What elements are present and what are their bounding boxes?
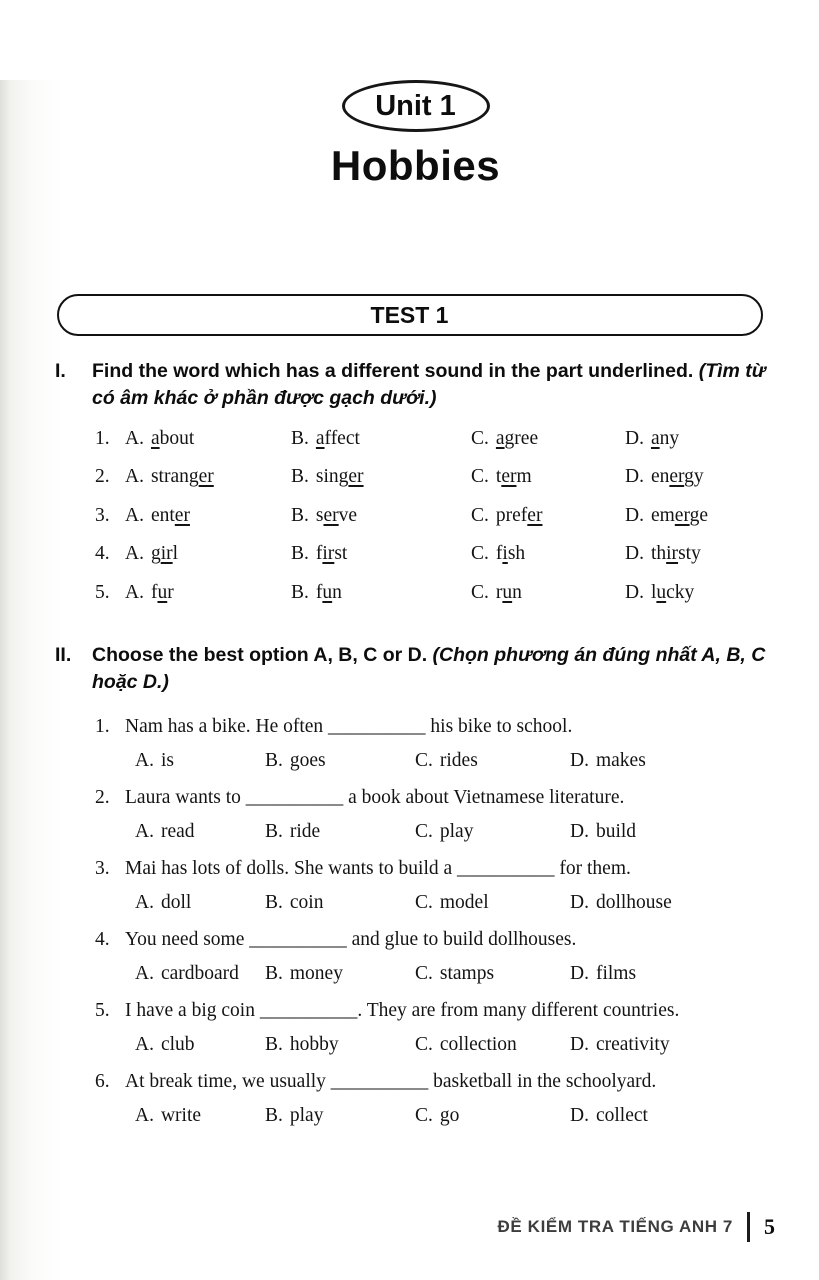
- option-label: C.: [471, 581, 489, 603]
- mc-question-block: [0, 710, 819, 778]
- option-word: lucky: [650, 581, 695, 603]
- question-text: At break time, we usually __________ basketball in the schoolyard.: [125, 1071, 657, 1093]
- sound-items: [95, 428, 819, 621]
- option-label: A.: [125, 427, 144, 449]
- option-word: rides: [439, 750, 478, 772]
- option-word: emerge: [650, 504, 708, 526]
- option-word: build: [595, 821, 637, 843]
- answer-option: [570, 1099, 819, 1133]
- sound-question-row: [95, 466, 819, 505]
- option-label: A.: [135, 750, 154, 772]
- option-label: A.: [125, 504, 144, 526]
- option-word: energy: [650, 466, 704, 488]
- option-label: C.: [471, 504, 489, 526]
- page-footer: [498, 1212, 775, 1242]
- option-label: D.: [570, 1034, 589, 1056]
- option-label: D.: [625, 581, 644, 603]
- option-word: affect: [315, 427, 360, 449]
- option-word: any: [650, 427, 680, 449]
- answer-option: [135, 1099, 265, 1133]
- question-row: [95, 994, 819, 1028]
- answer-option: [135, 815, 265, 849]
- test-title: TEST 1: [370, 301, 449, 328]
- answer-option: [570, 815, 819, 849]
- answer-option: [265, 1028, 415, 1062]
- option-label: D.: [570, 963, 589, 985]
- answer-option: [415, 957, 570, 991]
- option-word: creativity: [595, 1034, 670, 1056]
- option-label: D.: [625, 504, 644, 526]
- option-word: prefer: [495, 504, 543, 526]
- option-label: C.: [471, 427, 489, 449]
- option-label: C.: [415, 1105, 433, 1127]
- mc-question-block: [0, 994, 819, 1062]
- underlined-letters: u: [502, 581, 513, 603]
- underlined-letters: ir: [666, 543, 679, 565]
- answer-option: [291, 582, 471, 604]
- options-row: [135, 1028, 819, 1062]
- option-word: serve: [315, 504, 358, 526]
- option-label: D.: [570, 1105, 589, 1127]
- question-text: Nam has a bike. He often __________ his bike to school.: [125, 716, 573, 738]
- answer-option: [291, 505, 471, 527]
- option-label: C.: [415, 892, 433, 914]
- mc-question-block: [0, 852, 819, 920]
- options-row: [135, 1099, 819, 1133]
- underlined-letters: ir: [322, 543, 335, 565]
- section-1-heading: [55, 358, 775, 412]
- item-number: 2.: [95, 466, 110, 488]
- question-row: [95, 852, 819, 886]
- answer-option: [415, 886, 570, 920]
- answer-option: [570, 886, 819, 920]
- option-label: C.: [471, 466, 489, 488]
- option-label: A.: [125, 581, 144, 603]
- option-label: D.: [625, 427, 644, 449]
- answer-option: [471, 582, 625, 604]
- option-word: model: [439, 892, 489, 914]
- options-row: [135, 886, 819, 920]
- options-row: [135, 957, 819, 991]
- mc-items: [0, 710, 819, 1133]
- question-row: [95, 1065, 819, 1099]
- option-label: D.: [625, 543, 644, 565]
- answer-option: [625, 582, 819, 604]
- workbook-page: [0, 80, 819, 1280]
- option-label: B.: [291, 427, 309, 449]
- section-2-numeral: II.: [55, 644, 72, 667]
- answer-option: [135, 744, 265, 778]
- answer-option: [265, 815, 415, 849]
- answer-option: [125, 582, 291, 604]
- option-word: thirsty: [650, 543, 701, 565]
- answer-option: [125, 543, 291, 565]
- option-label: A.: [135, 1105, 154, 1127]
- option-label: A.: [125, 466, 144, 488]
- answer-option: [125, 505, 291, 527]
- underlined-letters: a: [650, 427, 660, 449]
- option-word: enter: [150, 504, 190, 526]
- option-label: B.: [265, 963, 283, 985]
- option-label: B.: [265, 892, 283, 914]
- sound-question-row: [95, 505, 819, 544]
- underlined-letters: er: [527, 504, 543, 526]
- question-row: [95, 710, 819, 744]
- answer-option: [625, 543, 819, 565]
- option-word: money: [289, 963, 343, 985]
- section-2-heading: [55, 642, 775, 696]
- footer-divider: [747, 1212, 750, 1242]
- option-word: read: [160, 821, 195, 843]
- option-label: A.: [135, 821, 154, 843]
- answer-option: [415, 744, 570, 778]
- sound-question-row: [95, 582, 819, 621]
- option-word: go: [439, 1105, 460, 1127]
- answer-option: [291, 428, 471, 450]
- answer-option: [471, 428, 625, 450]
- answer-option: [415, 1028, 570, 1062]
- option-word: makes: [595, 750, 646, 772]
- underlined-letters: er: [669, 466, 685, 488]
- option-word: run: [495, 581, 522, 603]
- question-text: You need some __________ and glue to build dollhouses.: [125, 929, 577, 951]
- answer-option: [471, 543, 625, 565]
- item-number: 1.: [95, 427, 110, 449]
- section-1-numeral: I.: [55, 360, 66, 382]
- option-label: D.: [570, 892, 589, 914]
- option-word: ride: [289, 821, 321, 843]
- sound-question-row: [95, 428, 819, 467]
- option-word: cardboard: [160, 963, 239, 985]
- footer-book-title: ĐỀ KIỂM TRA TIẾNG ANH 7: [497, 1217, 733, 1236]
- option-word: singer: [315, 466, 364, 488]
- option-word: fun: [315, 581, 342, 603]
- section-2-instruction-vi: (Chọn phương án đúng nhất A, B, C hoặc D.): [92, 644, 766, 694]
- section-1-instruction-en: Find the word which has a different sound in the part underlined.: [92, 360, 694, 382]
- underlined-letters: er: [348, 466, 364, 488]
- underlined-letters: a: [315, 427, 325, 449]
- option-label: C.: [415, 1034, 433, 1056]
- answer-option: [625, 466, 819, 488]
- option-label: B.: [265, 1034, 283, 1056]
- answer-option: [135, 886, 265, 920]
- answer-option: [570, 957, 819, 991]
- footer-page-number: 5: [764, 1214, 775, 1239]
- answer-option: [265, 1099, 415, 1133]
- item-number: 4.: [95, 929, 110, 951]
- item-number: 3.: [95, 858, 110, 880]
- underlined-letters: er: [174, 504, 190, 526]
- option-word: goes: [289, 750, 326, 772]
- option-word: fur: [150, 581, 174, 603]
- options-row: [135, 744, 819, 778]
- unit-badge: [342, 80, 490, 132]
- question-row: [95, 923, 819, 957]
- unit-badge-label: Unit 1: [375, 89, 456, 122]
- underlined-letters: u: [157, 581, 168, 603]
- section-1: [0, 358, 819, 620]
- item-number: 5.: [95, 581, 110, 603]
- answer-option: [471, 505, 625, 527]
- answer-option: [625, 505, 819, 527]
- answer-option: [415, 1099, 570, 1133]
- answer-option: [415, 815, 570, 849]
- test-title-bar: [57, 294, 763, 336]
- option-word: stranger: [150, 466, 214, 488]
- question-text: Mai has lots of dolls. She wants to build a __________ for them.: [125, 858, 631, 880]
- answer-option: [135, 1028, 265, 1062]
- answer-option: [265, 744, 415, 778]
- option-label: D.: [625, 466, 644, 488]
- option-label: C.: [415, 821, 433, 843]
- section-2: [0, 642, 819, 1133]
- option-label: B.: [291, 543, 309, 565]
- mc-question-block: [0, 1065, 819, 1133]
- option-label: B.: [291, 466, 309, 488]
- option-word: doll: [160, 892, 192, 914]
- answer-option: [125, 428, 291, 450]
- underlined-letters: u: [322, 581, 333, 603]
- option-word: girl: [150, 543, 179, 565]
- option-label: D.: [570, 821, 589, 843]
- option-label: B.: [291, 504, 309, 526]
- option-word: write: [160, 1105, 202, 1127]
- options-row: [135, 815, 819, 849]
- item-number: 4.: [95, 543, 110, 565]
- underlined-letters: er: [198, 466, 214, 488]
- option-word: hobby: [289, 1034, 339, 1056]
- option-word: stamps: [439, 963, 495, 985]
- option-label: A.: [135, 1034, 154, 1056]
- underlined-letters: a: [150, 427, 160, 449]
- option-word: about: [150, 427, 195, 449]
- underlined-letters: i: [502, 543, 508, 565]
- answer-option: [570, 744, 819, 778]
- question-text: Laura wants to __________ a book about Vietnamese literature.: [125, 787, 625, 809]
- underlined-letters: ir: [160, 543, 173, 565]
- answer-option: [625, 428, 819, 450]
- option-word: collection: [439, 1034, 517, 1056]
- mc-question-block: [0, 923, 819, 991]
- option-word: dollhouse: [595, 892, 672, 914]
- option-word: collect: [595, 1105, 648, 1127]
- section-2-instruction-en: Choose the best option A, B, C or D.: [92, 644, 428, 667]
- question-text: I have a big coin __________. They are from many different countries.: [125, 1000, 680, 1022]
- option-word: club: [160, 1034, 195, 1056]
- answer-option: [125, 466, 291, 488]
- underlined-letters: u: [656, 581, 667, 603]
- option-label: A.: [135, 963, 154, 985]
- question-row: [95, 781, 819, 815]
- answer-option: [135, 957, 265, 991]
- option-label: C.: [471, 543, 489, 565]
- option-label: C.: [415, 963, 433, 985]
- option-label: B.: [265, 750, 283, 772]
- option-label: A.: [135, 892, 154, 914]
- option-word: play: [439, 821, 474, 843]
- option-label: B.: [265, 1105, 283, 1127]
- item-number: 3.: [95, 504, 110, 526]
- option-label: B.: [291, 581, 309, 603]
- option-label: D.: [570, 750, 589, 772]
- option-word: fish: [495, 543, 526, 565]
- unit-title: Hobbies: [330, 142, 501, 189]
- underlined-letters: er: [323, 504, 339, 526]
- answer-option: [471, 466, 625, 488]
- option-word: films: [595, 963, 637, 985]
- underlined-letters: er: [501, 466, 517, 488]
- underlined-letters: er: [674, 504, 690, 526]
- option-label: C.: [415, 750, 433, 772]
- option-label: A.: [125, 543, 144, 565]
- underlined-letters: a: [495, 427, 505, 449]
- option-word: agree: [495, 427, 539, 449]
- option-word: is: [160, 750, 174, 772]
- item-number: 5.: [95, 1000, 110, 1022]
- section-1-instruction-vi: (Tìm từ có âm khác ở phần được gạch dưới.): [92, 360, 766, 409]
- mc-question-block: [0, 781, 819, 849]
- sound-question-row: [95, 543, 819, 582]
- option-label: B.: [265, 821, 283, 843]
- answer-option: [570, 1028, 819, 1062]
- answer-option: [291, 543, 471, 565]
- answer-option: [265, 957, 415, 991]
- item-number: 2.: [95, 787, 110, 809]
- option-word: term: [495, 466, 532, 488]
- option-word: play: [289, 1105, 324, 1127]
- answer-option: [265, 886, 415, 920]
- item-number: 1.: [95, 716, 110, 738]
- item-number: 6.: [95, 1071, 110, 1093]
- option-word: coin: [289, 892, 324, 914]
- answer-option: [291, 466, 471, 488]
- option-word: first: [315, 543, 348, 565]
